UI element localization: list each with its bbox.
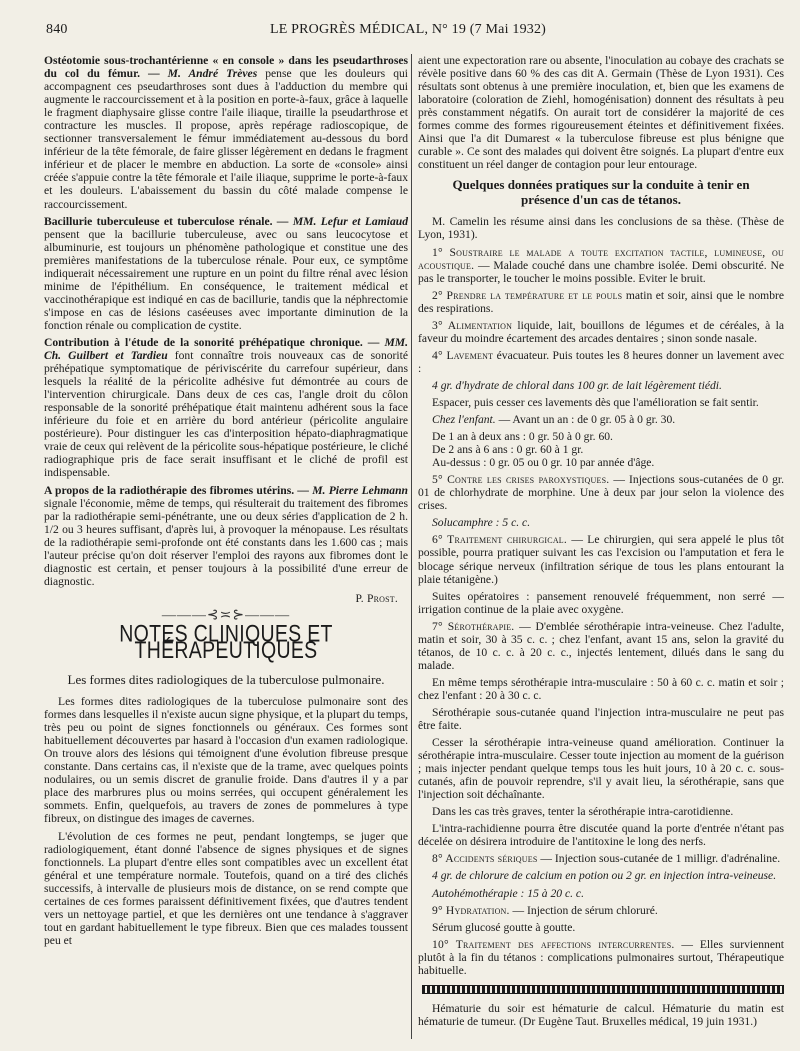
item-heading: 10° Traitement des affections intercurrentes. xyxy=(432,937,675,951)
page-number: 840 xyxy=(46,22,68,37)
item-text: Autohémothérapie : 15 à 20 c. c. xyxy=(432,886,584,900)
article-title: Ostéotomie sous-trochantérienne « en console » dans les pseudarthroses du col du fémur. xyxy=(44,54,408,81)
article-title: Contribution à l'étude de la sonorité préhépatique chronique. xyxy=(44,335,363,349)
item-text: matin et soir, ainsi que le nombre des respirations. xyxy=(418,288,784,315)
dose-line: Au-dessus : 0 gr. 05 ou 0 gr. 10 par année d'âge. xyxy=(432,456,655,470)
article-author: — MM. Ch. Guilbert et Tardieu xyxy=(44,335,408,363)
article-body: signale l'économie, même de temps, qui résulterait du traitement des fibromes par la radiothérapie semi-pénétrante, une ou deux séries d'application de 2 h. 1/2 ou 3 heures suffisant, d'après lui, à provoquer la ménopause. Les résultats de la radiothérapie semi-profonde ont été constants dans les 1.600 cas ; mais l'auteur précise qu'on doit réserver l'emploi des rayons aux fibromes dont le diagnostic est certain, et penser toujours à la possibilité d'une erreur de diagnostic. xyxy=(44,496,408,588)
item-9 xyxy=(418,904,784,917)
dose-line xyxy=(418,413,784,426)
item-2 xyxy=(418,289,784,315)
left-column xyxy=(44,54,408,1043)
formula: 4 gr. d'hydrate de chloral dans 100 gr. de lait légèrement tiédi. xyxy=(432,378,722,392)
item-text: 4 gr. de chlorure de calcium en potion ou 2 gr. en injection intra-veineuse. xyxy=(432,869,777,883)
item-text: liquide, lait, bouillons de légumes et de céréales, à la faveur du moindre écartement des arcades dentaires ; sinon sonde nasale. xyxy=(418,318,784,345)
continued-paragraph: aient une expectoration rare ou absente, l'inoculation au cobaye des crachats se révèle positive dans 60 % des cas dit A. Germain (Thèse de Lyon 1931). Ces résultats sont obtenus à une première inoculation, et, bien que les examens de laboratoire (coloration de Ziehl, homogénisation) donnent des résultats à peu près constamment négatifs. On aurait tort de considérer la majorité de ces formes comme des formes rigoureusement éteintes et définitivement fixées. Ainsi que l'a dit Dumarest « la tuberculose fibreuse est plus bénigne que curable ». Ce sont des malades qui doivent être soignés. La plupart d'entre eux constituent un réel danger de contagion pour leur entourage. xyxy=(418,54,784,172)
item-heading: 2° Prendre la température et le pouls xyxy=(432,288,623,302)
dose-heading: Chez l'enfant. xyxy=(432,413,496,427)
item-heading: 4° Lavement xyxy=(432,348,494,362)
item-heading: 5° Contre les crises paroxystiques. xyxy=(432,473,610,487)
item-note: Solucamphre : 5 c. c. xyxy=(432,516,531,530)
item-7 xyxy=(418,620,784,672)
item-heading: 7° Sérothérapie. xyxy=(432,619,515,633)
notes-subtitle: Les formes dites radiologiques de la tuberculose pulmonaire. xyxy=(67,672,385,688)
section-title: NOTES CLINIQUES ET THÉRAPEUTIQUES xyxy=(119,620,333,665)
page-header xyxy=(46,22,770,42)
running-title: LE PROGRÈS MÉDICAL, N° 19 (7 Mai 1932) xyxy=(269,22,547,37)
item-text: — Injection de sérum chloruré. xyxy=(512,903,658,917)
item-text: évacuateur. Puis toutes les 8 heures donner un lavement avec : xyxy=(418,348,784,375)
signature: P. Prost. xyxy=(355,591,398,605)
dose-text: — Avant un an : de 0 gr. 05 à 0 gr. 30. xyxy=(498,413,676,427)
right-column xyxy=(418,54,784,1043)
item-5 xyxy=(418,473,784,512)
article-author: — MM. Lefur et Lamiaud xyxy=(276,214,408,228)
ornament-divider: ———⊰≍⊱——— xyxy=(161,607,291,623)
article-title: A propos de la radiothérapie des fibromes utérins. xyxy=(44,483,295,497)
item-4 xyxy=(418,349,784,375)
item-text: Sérothérapie sous-cutanée quand l'injection intra-musculaire ne peut pas être faite. xyxy=(418,705,784,733)
item-1 xyxy=(418,246,784,285)
article-author: — M. Pierre Lehmann xyxy=(297,483,408,497)
item-heading: 9° Hydratation. xyxy=(432,903,510,917)
item-text: Espacer, puis cesser ces lavements dès que l'amélioration se fait sentir. xyxy=(432,395,759,409)
item-heading: 8° Accidents sériques xyxy=(432,852,538,866)
dose-line: De 1 an à deux ans : 0 gr. 50 à 0 gr. 60. xyxy=(432,430,613,444)
article-body: pense que les douleurs qui accompagnent ces pseudarthroses sont dues à l'adduction du membre qui augmente le raccourcissement et à la position en porte-à-faux, grâce à laquelle le fragment diaphysaire glisse contre l'aile iliaque, tiraille la pseudarthrose et contracture les muscles. Il propose, après repérage radioscopique, de sectionner transversalement le fémur immédiatement au-dessous du bord inférieur de la tête fémorale, de faire glisser légèrement en dedans le fragment inférieur et de placer le membre en abduction. La sorte de «console» ainsi créée s'appuie contre la tête fémorale et l'aile iliaque, supprime le porte-à-faux et les douleurs. L'abaissement du bassin du côté malade compense le raccourcissement. xyxy=(44,67,408,211)
item-note: Suites opératoires : pansement renouvelé fréquemment, non serré — irrigation continue de la plaie avec oxygène. xyxy=(418,589,784,616)
article-author: — M. André Trèves xyxy=(148,67,258,81)
closing-note: Hématurie du soir est hématurie de calcul. Hématurie du matin est hématurie de tumeur. (Dr Eugène Taut. Bruxelles médical, 19 juin 1931.) xyxy=(418,1001,784,1028)
tetanos-subtitle: Quelques données pratiques sur la conduite à tenir en présence d'un cas de tétanos. xyxy=(452,177,750,208)
notes-paragraph: Les formes dites radiologiques de la tuberculose pulmonaire sont des formes dans lesquelles il n'existe aucun signe physique, et la plupart du temps, très peu ou point de signes fonctionnels ou généraux. Ces formes sont habituellement découvertes par hasard à l'occasion d'un examen radiologique. On trouve alors des lésions qui témoignent d'une évolution fibreuse presque constante. Dans certains cas, il n'existe que de la trame, avec quelques points nodulaires, ou un semis discret de granulie froide. Dans d'autres il y a par place des marbrures plus ou moins serrées, qui occupent généralement les sommets. Enfin, quelquefois, au travers de zones de pommelures à type fibreux, on distingue des images de cavernes. xyxy=(44,695,408,826)
item-text: Cesser la sérothérapie intra-veineuse quand amélioration. Continuer la sérothérapie intra-musculaire. Cesser toute injection au moment de la guérison ; mais injecter pendant quelque temps tous les huit jours, 10 à 20 c. c. sous-cutanés, afin de pouvoir reprendre, s'il y avait lieu, la sérothérapie, sans que l'injection soit déchaînante. xyxy=(418,736,784,802)
article-sonorite xyxy=(44,336,408,480)
article-bacillurie xyxy=(44,215,408,332)
article-body: pensent que la bacillurie tuberculeuse, avec ou sans leucocytose et albuminurie, est toujours un phénomène pathologique et constitue une des premières manifestations de la tuberculose rénale. Pour eux, ce symptôme indiquerait nécessairement une rupture en un point du filtre rénal avec lésion minime de l'épithélium. En conséquence, le traitement médical et vaccinothérapique est indiqué en cas de bacillurie, tandis que la néphrectomie s'impose en cas de lésions caséeuses avec importante diminution de la fonction rénale ou complication de cystite. xyxy=(44,227,408,332)
dose-line: De 2 ans à 6 ans : 0 gr. 60 à 1 gr. xyxy=(432,443,584,457)
item-heading: 1° Soustraire le malade a toute excitation tactile, lumineuse, ou acoustique. xyxy=(418,245,784,272)
item-text: Sérum glucosé goutte à goutte. xyxy=(432,920,576,934)
article-title: Bacillurie tuberculeuse et tuberculose rénale. xyxy=(44,214,273,228)
item-text: — Injection sous-cutanée de 1 milligr. d'adrénaline. xyxy=(540,852,781,866)
item-text: En même temps sérothérapie intra-musculaire : 50 à 60 c. c. matin et soir ; chez l'enfant : 20 à 30 c. c. xyxy=(418,675,784,702)
article-body: font connaître trois nouveaux cas de sonorité préhépatique symptomatique de périviscérite du carrefour supérieur, dans lesquels la réalité de la péricolite adhésive fut démontrée au cours de l'intervention chirurgicale. Dans deux de ces cas, l'angle droit du côlon responsable de la sonorité préhépatique était maintenu adhérent sous la face inférieure du foie et en arrière du bord antérieur (péricolite angulaire postérieure). Pour distinguer les cas d'interposition hépato-diaphragmatique vraie de ceux qui relèvent de la péricolite sous-hépatique postérieure, le cliché radiographique pris de face serait insuffisant et le cliché de profil est indispensable. xyxy=(44,349,408,480)
item-3 xyxy=(418,319,784,345)
item-text: — Elles surviennent plutôt à la fin du tétanos : complications pulmonaires surtout, Thérapeutique habituelle. xyxy=(418,937,784,977)
article-radiotherapie xyxy=(44,484,408,588)
item-text: L'intra-rachidienne pourra être discutée quand la porte d'entrée n'étant pas décelée on désirera introduire de l'antitoxine le long des nerfs. xyxy=(418,822,784,849)
item-8 xyxy=(418,852,784,865)
article-trochanter xyxy=(44,54,408,211)
item-text: — D'emblée sérothérapie intra-veineuse. Chez l'adulte, matin et soir, 30 à 35 c. c. ; chez l'enfant, avant 15 ans, selon la gravité du tétanos, de 10 c. c. à 20 c. c., injectés lentement, dilués dans le sang du malade. xyxy=(418,619,784,672)
item-10 xyxy=(418,938,784,977)
item-heading: 3° Alimentation xyxy=(432,318,513,332)
item-text: — Injections sous-cutanées de 0 gr. 01 de chlorhydrate de morphine. Une à deux par jour selon la violence des crises. xyxy=(418,473,784,513)
item-text: — Le chirurgien, qui sera appelé le plus tôt possible, pourra pratiquer suivant les cas l'excision ou l'amputation et fera le blocage sérique nerveux (infiltration sérique de tous les plans entourant la plaie tétanigène.) xyxy=(418,533,784,586)
item-6 xyxy=(418,533,784,585)
notes-paragraph: L'évolution de ces formes ne peut, pendant longtemps, se juger que radiologiquement, étant donné l'absence de signes physiques et de signes fonctionnels. La plupart d'entre elles sont compatibles avec un excellent état général et une température normale. Toutefois, quand on a tiré des clichés successifs, à intervalle de plusieurs mois de distance, on se rend compte que certaines de ces formes paraissent définitivement fixées, que d'autres tendent vers un nettoyage partiel, et que les dernières ont une tendance à s'aggraver tout en gardant habituellement le type fibreux. Bien que ces malades toussent peu et xyxy=(44,829,408,947)
item-text: — Malade couché dans une chambre isolée. Demi obscurité. Ne pas le transporter, le toucher le moins possible. Eviter le bruit. xyxy=(418,258,784,285)
hatched-divider xyxy=(422,985,784,994)
item-text: Dans les cas très graves, tenter la sérothérapie intra-carotidienne. xyxy=(432,805,734,819)
column-divider xyxy=(411,54,412,1039)
tetanos-intro: M. Camelin les résume ainsi dans les conclusions de sa thèse. (Thèse de Lyon, 1931). xyxy=(418,215,784,242)
item-heading: 6° Traitement chirurgical. xyxy=(432,533,567,547)
